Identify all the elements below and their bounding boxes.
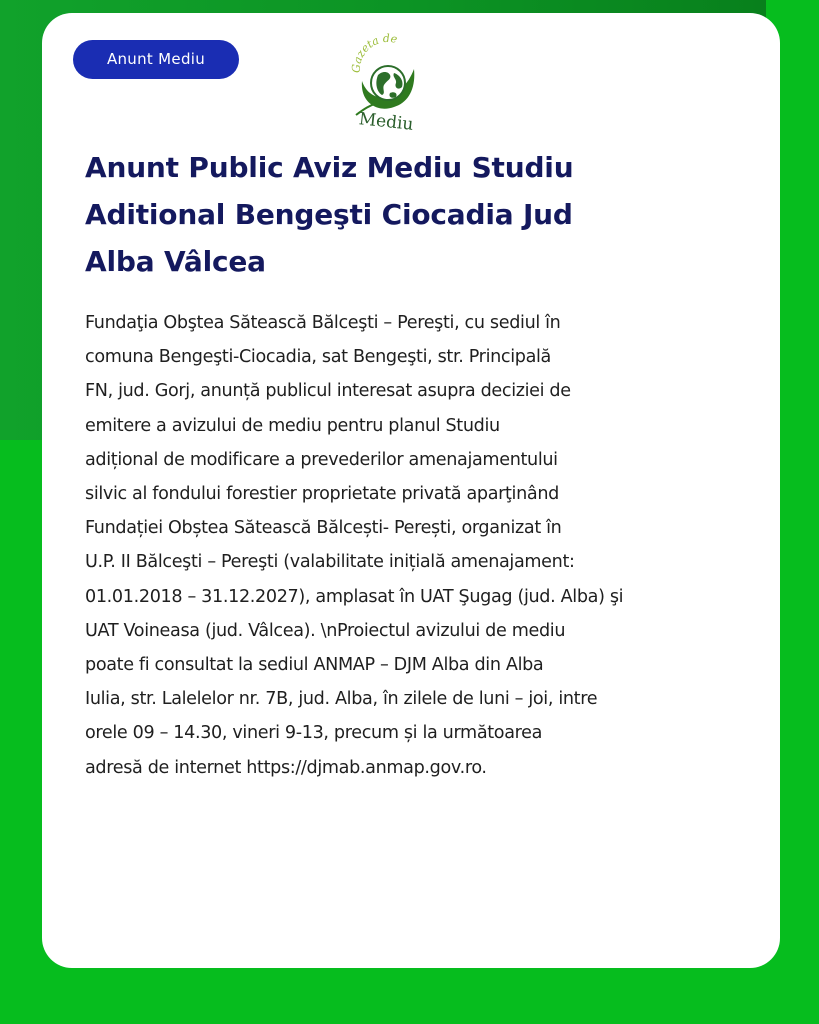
body-line: Fundaţia Obştea Sătească Bălceşti – Pereşti, cu sediul în bbox=[85, 313, 561, 333]
globe-leaf-icon bbox=[342, 33, 432, 133]
body-line: silvic al fondului forestier proprietate privată aparţinând bbox=[85, 484, 559, 505]
body-line: UAT Voineasa (jud. Vâlcea). \nProiectul avizului de mediu bbox=[85, 620, 566, 641]
gazeta-de-mediu-logo[interactable] bbox=[342, 33, 432, 133]
body-line: emitere a avizului de mediu pentru planul Studiu bbox=[85, 415, 500, 436]
body-line: adițional de modificare a prevederilor amenajamentului bbox=[85, 449, 558, 470]
body-line: comuna Bengeşti-Ciocadia, sat Bengeşti, str. Principală bbox=[85, 347, 551, 368]
body-line: FN, jud. Gorj, anunță publicul interesat asupra deciziei de bbox=[85, 381, 571, 402]
body-line: adresă de internet https://djmab.anmap.gov.ro. bbox=[85, 757, 487, 778]
logo-top-text: Gazeta de bbox=[349, 33, 399, 74]
category-badge[interactable]: Anunt Mediu bbox=[73, 40, 239, 79]
announcement-card bbox=[42, 13, 780, 968]
article-title bbox=[85, 144, 725, 285]
body-line: U.P. II Bălceşti – Pereşti (valabilitate inițială amenajament: bbox=[85, 552, 575, 573]
title-line: Anunt Public Aviz Mediu Studiu bbox=[85, 151, 574, 184]
body-line: poate fi consultat la sediul ANMAP – DJM Alba din Alba bbox=[85, 655, 544, 676]
body-line: 01.01.2018 – 31.12.2027), amplasat în UAT Şugag (jud. Alba) şi bbox=[85, 586, 624, 607]
title-line: Alba Vâlcea bbox=[85, 245, 266, 278]
body-line: orele 09 – 14.30, vineri 9-13, precum și la următoarea bbox=[85, 723, 543, 744]
article-body bbox=[85, 306, 745, 785]
logo-bottom-text: Mediu bbox=[357, 109, 415, 133]
body-line: Fundației Obștea Sătească Bălcești- Perești, organizat în bbox=[85, 518, 562, 539]
body-line: Iulia, str. Lalelelor nr. 7B, jud. Alba, în zilele de luni – joi, intre bbox=[85, 689, 598, 710]
title-line: Aditional Bengeşti Ciocadia Jud bbox=[85, 198, 573, 231]
